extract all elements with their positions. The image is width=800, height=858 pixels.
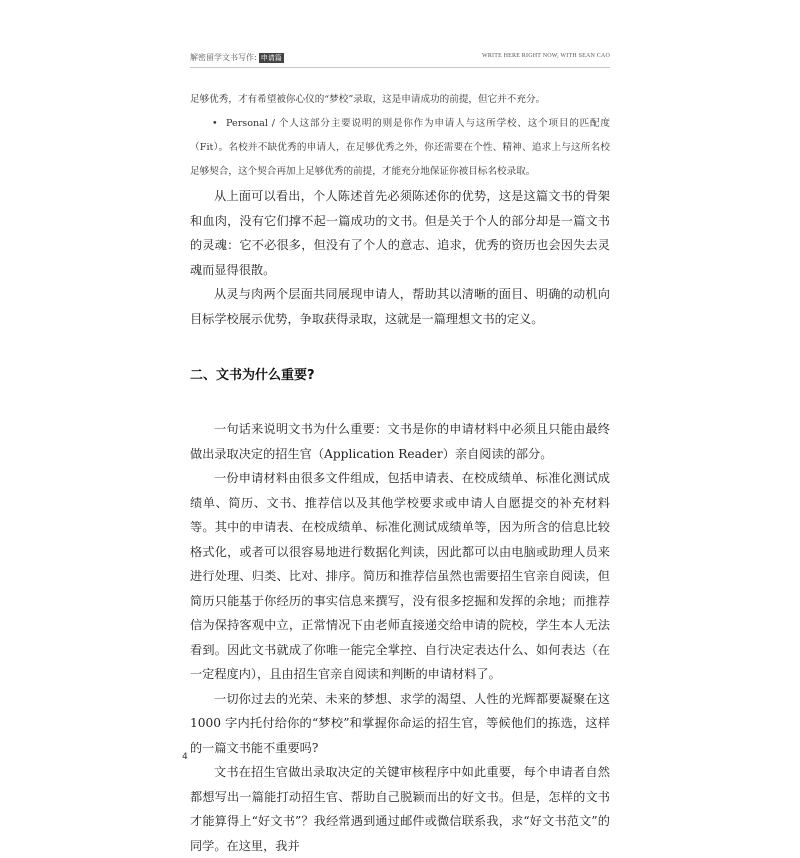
section-paragraph-2: 一份申请材料由很多文件组成，包括申请表、在校成绩单、标准化测试成绩单、简历、文书、推荐信以及其他学校要求或申请人自愿提交的补充材料等。其中的申请表、在校成绩单、标准化测试成绩单等，因为所含的信息比较格式化，或者可以很容易地进行数据化判读，因此都可以由电脑或助理人员来进行处理、归类、比对、排序。简历和推荐信虽然也需要招生官亲自阅读，但简历只能基于你经历的事实信息来撰写，没有很多挖掘和发挥的余地；而推荐信为保持客观中立，正常情况下由老师直接递交给申请的院校，学生本人无法看到。因此文书就成了你唯一能完全掌控、自行决定表达什么、如何表达（在一定程度内），且由招生官亲自阅读和判断的申请材料了。 (190, 471, 610, 681)
bullet-marker: • (212, 118, 218, 129)
body-paragraph-2: 从灵与肉两个层面共同展现申请人，帮助其以清晰的面目、明确的动机向目标学校展示优势，争取获得录取，这就是一篇理想文书的定义。 (190, 287, 610, 326)
body-paragraph-1: 从上面可以看出，个人陈述首先必须陈述你的优势，这是这篇文书的骨架和血肉，没有它们撑不起一篇成功的文书。但是关于个人的部分却是一篇文书的灵魂：它不必很多，但没有了个人的意志、追求，优秀的资历也会因失去灵魂而显得很散。 (190, 189, 610, 277)
header-book-title: 解密留学文书写作: (190, 53, 257, 62)
section-paragraph-4: 文书在招生官做出录取决定的关键审核程序中如此重要，每个申请者自然都想写出一篇能打动招生官、帮助自己脱颖而出的好文书。但是，怎样的文书才能算得上“好文书”？我经常遇到通过邮件或微信联系我，求“好文书范文”的同学。在这里，我并 (190, 765, 610, 853)
running-header (190, 52, 610, 66)
page-number: 4 (182, 752, 188, 762)
intro-continuation: 足够优秀，才有希望被你心仪的“梦校”录取，这是申请成功的前提，但它并不充分。 (190, 94, 546, 105)
bullet-text: Personal / 个人这部分主要说明的则是你作为申请人与这所学校、这个项目的匹配度（Fit）。名校并不缺优秀的申请人，在足够优秀之外，你还需要在个性、精神、追求上与这所名校足够契合，这个契合再加上足够优秀的前提，才能充分地保证你被目标名校录取。 (190, 118, 610, 177)
header-divider (190, 67, 610, 68)
bullet-paragraph (190, 112, 610, 184)
header-right-text: WRITE HERE RIGHT NOW, WITH SEAN CAO (481, 53, 610, 59)
header-tag: 申请篇 (260, 54, 282, 62)
header-book-title-group (190, 52, 284, 63)
page-content (190, 88, 610, 858)
section-title: 二、文书为什么重要? (190, 368, 315, 383)
section-paragraph-3: 一切你过去的光荣、未来的梦想、求学的渴望、人性的光辉都要凝聚在这 1000 字内托付给你的“梦校”和掌握你命运的招生官，等候他们的拣选，这样的一篇文书能不重要吗? (190, 691, 610, 755)
section-paragraph-1: 一句话来说明文书为什么重要：文书是你的申请材料中必须且只能由最终做出录取决定的招生官（Application Reader）亲自阅读的部分。 (190, 422, 610, 461)
